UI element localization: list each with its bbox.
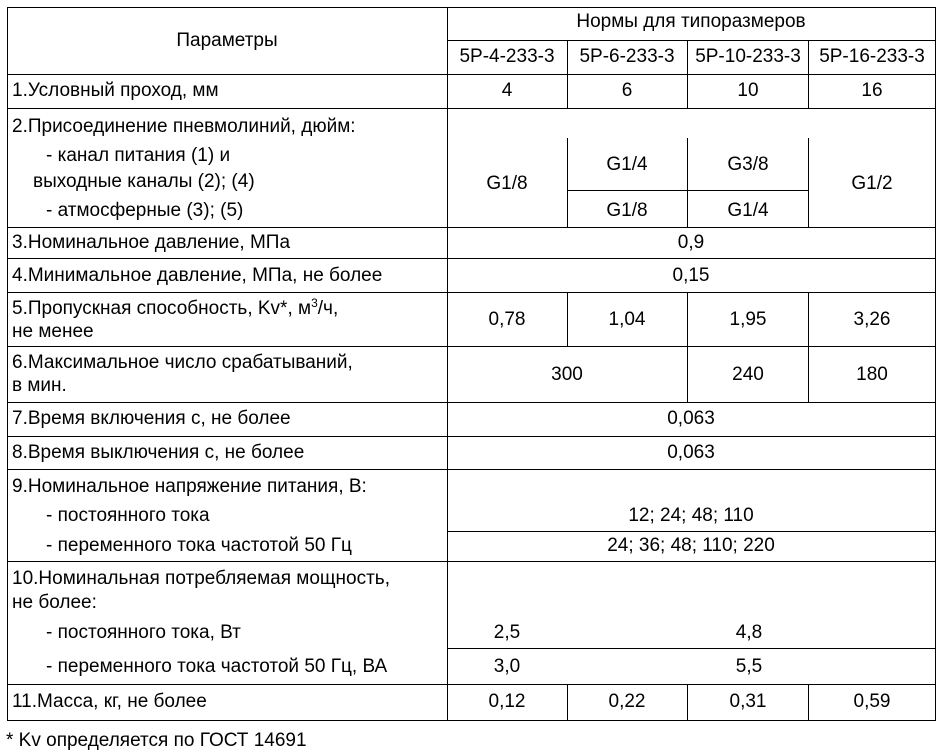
row7-value: 0,063 [667, 408, 715, 429]
row5-value-4: 3,26 [853, 309, 891, 330]
row11-value-1: 0,12 [488, 691, 526, 712]
row5-label: 5.Пропускная способность, Kv*, $м^3/ч$, [12, 296, 339, 319]
model-header-3: 5Р-10-233-3 [695, 46, 801, 67]
row1-value-3: 10 [737, 80, 759, 101]
row9-value-2: 24; 36; 48; 110; 220 [607, 535, 775, 556]
model-header-4: 5Р-16-233-3 [819, 46, 925, 67]
row9-sub2: - переменного тока частотой 50 Гц [46, 535, 352, 556]
row6-label-line2: в мин. [12, 375, 67, 396]
row6-value-c3: 240 [732, 364, 764, 385]
row9-sub1: - постоянного тока [46, 505, 210, 526]
row5-label-line2: не менее [12, 321, 94, 342]
row10-sub1: - постоянного тока, Вт [46, 622, 241, 643]
row10-label-line2: не более: [12, 592, 97, 613]
row2-sub1a: - канал питания (1) и [46, 145, 231, 166]
row1-value-1: 4 [501, 80, 513, 101]
row2-value-c2-bot: G1/8 [606, 200, 648, 221]
params-header: Параметры [176, 30, 278, 51]
row9-label: 9.Номинальное напряжение питания, В: [12, 476, 367, 497]
row11-value-2: 0,22 [608, 691, 646, 712]
row4-label: 4.Минимальное давление, МПа, не более [12, 265, 383, 286]
row11-label: 11.Масса, кг, не более [12, 691, 207, 712]
row10-value-1-c1: 2,5 [493, 622, 521, 643]
row2-label: 2.Присоединение пневмолиний, дюйм: [12, 116, 356, 137]
row3-value: 0,9 [677, 232, 705, 253]
row8-label: 8.Время выключения с, не более [12, 442, 305, 463]
row10-sub2: - переменного тока частотой 50 Гц, ВА [46, 656, 388, 677]
model-header-1: 5Р-4-233-3 [459, 46, 555, 67]
row10-value-2-c1: 3,0 [493, 656, 521, 677]
row10-value-1-rest: 4,8 [735, 622, 763, 643]
row8-value: 0,063 [667, 442, 715, 463]
row10-value-2-rest: 5,5 [735, 656, 763, 677]
row6-label: 6.Максимальное число срабатываний, [12, 352, 353, 373]
row11-value-3: 0,31 [729, 691, 767, 712]
row2-sub2: - атмосферные (3); (5) [46, 200, 244, 221]
row2-value-c2-top: G1/4 [606, 154, 648, 175]
row2-value-c1: G1/8 [486, 173, 528, 194]
row1-value-2: 6 [621, 80, 633, 101]
row2-value-c3-bot: G1/4 [727, 200, 769, 221]
row5-value-2: 1,04 [608, 309, 646, 330]
row10-label: 10.Номинальная потребляемая мощность, [12, 568, 390, 589]
model-header-2: 5Р-6-233-3 [579, 46, 675, 67]
row2-value-c3-top: G3/8 [727, 154, 769, 175]
row7-label: 7.Время включения с, не более [12, 408, 291, 429]
row3-label: 3.Номинальное давление, МПа [12, 232, 291, 253]
row2-sub1b: выходные каналы (2); (4) [33, 171, 255, 192]
row6-value-c4: 180 [856, 364, 888, 385]
row1-label: 1.Условный проход, мм [12, 80, 219, 101]
row5-value-3: 1,95 [729, 309, 767, 330]
row4-value: 0,15 [672, 265, 710, 286]
row11-value-4: 0,59 [853, 691, 891, 712]
row6-value-c12: 300 [551, 364, 583, 385]
row2-value-c4: G1/2 [851, 173, 893, 194]
row9-value-1: 12; 24; 48; 110 [628, 505, 754, 526]
row1-value-4: 16 [861, 80, 883, 101]
norms-header: Нормы для типоразмеров [576, 11, 806, 32]
row5-value-1: 0,78 [488, 309, 526, 330]
footnote: * Kv определяется по ГОСТ 14691 [6, 730, 307, 751]
